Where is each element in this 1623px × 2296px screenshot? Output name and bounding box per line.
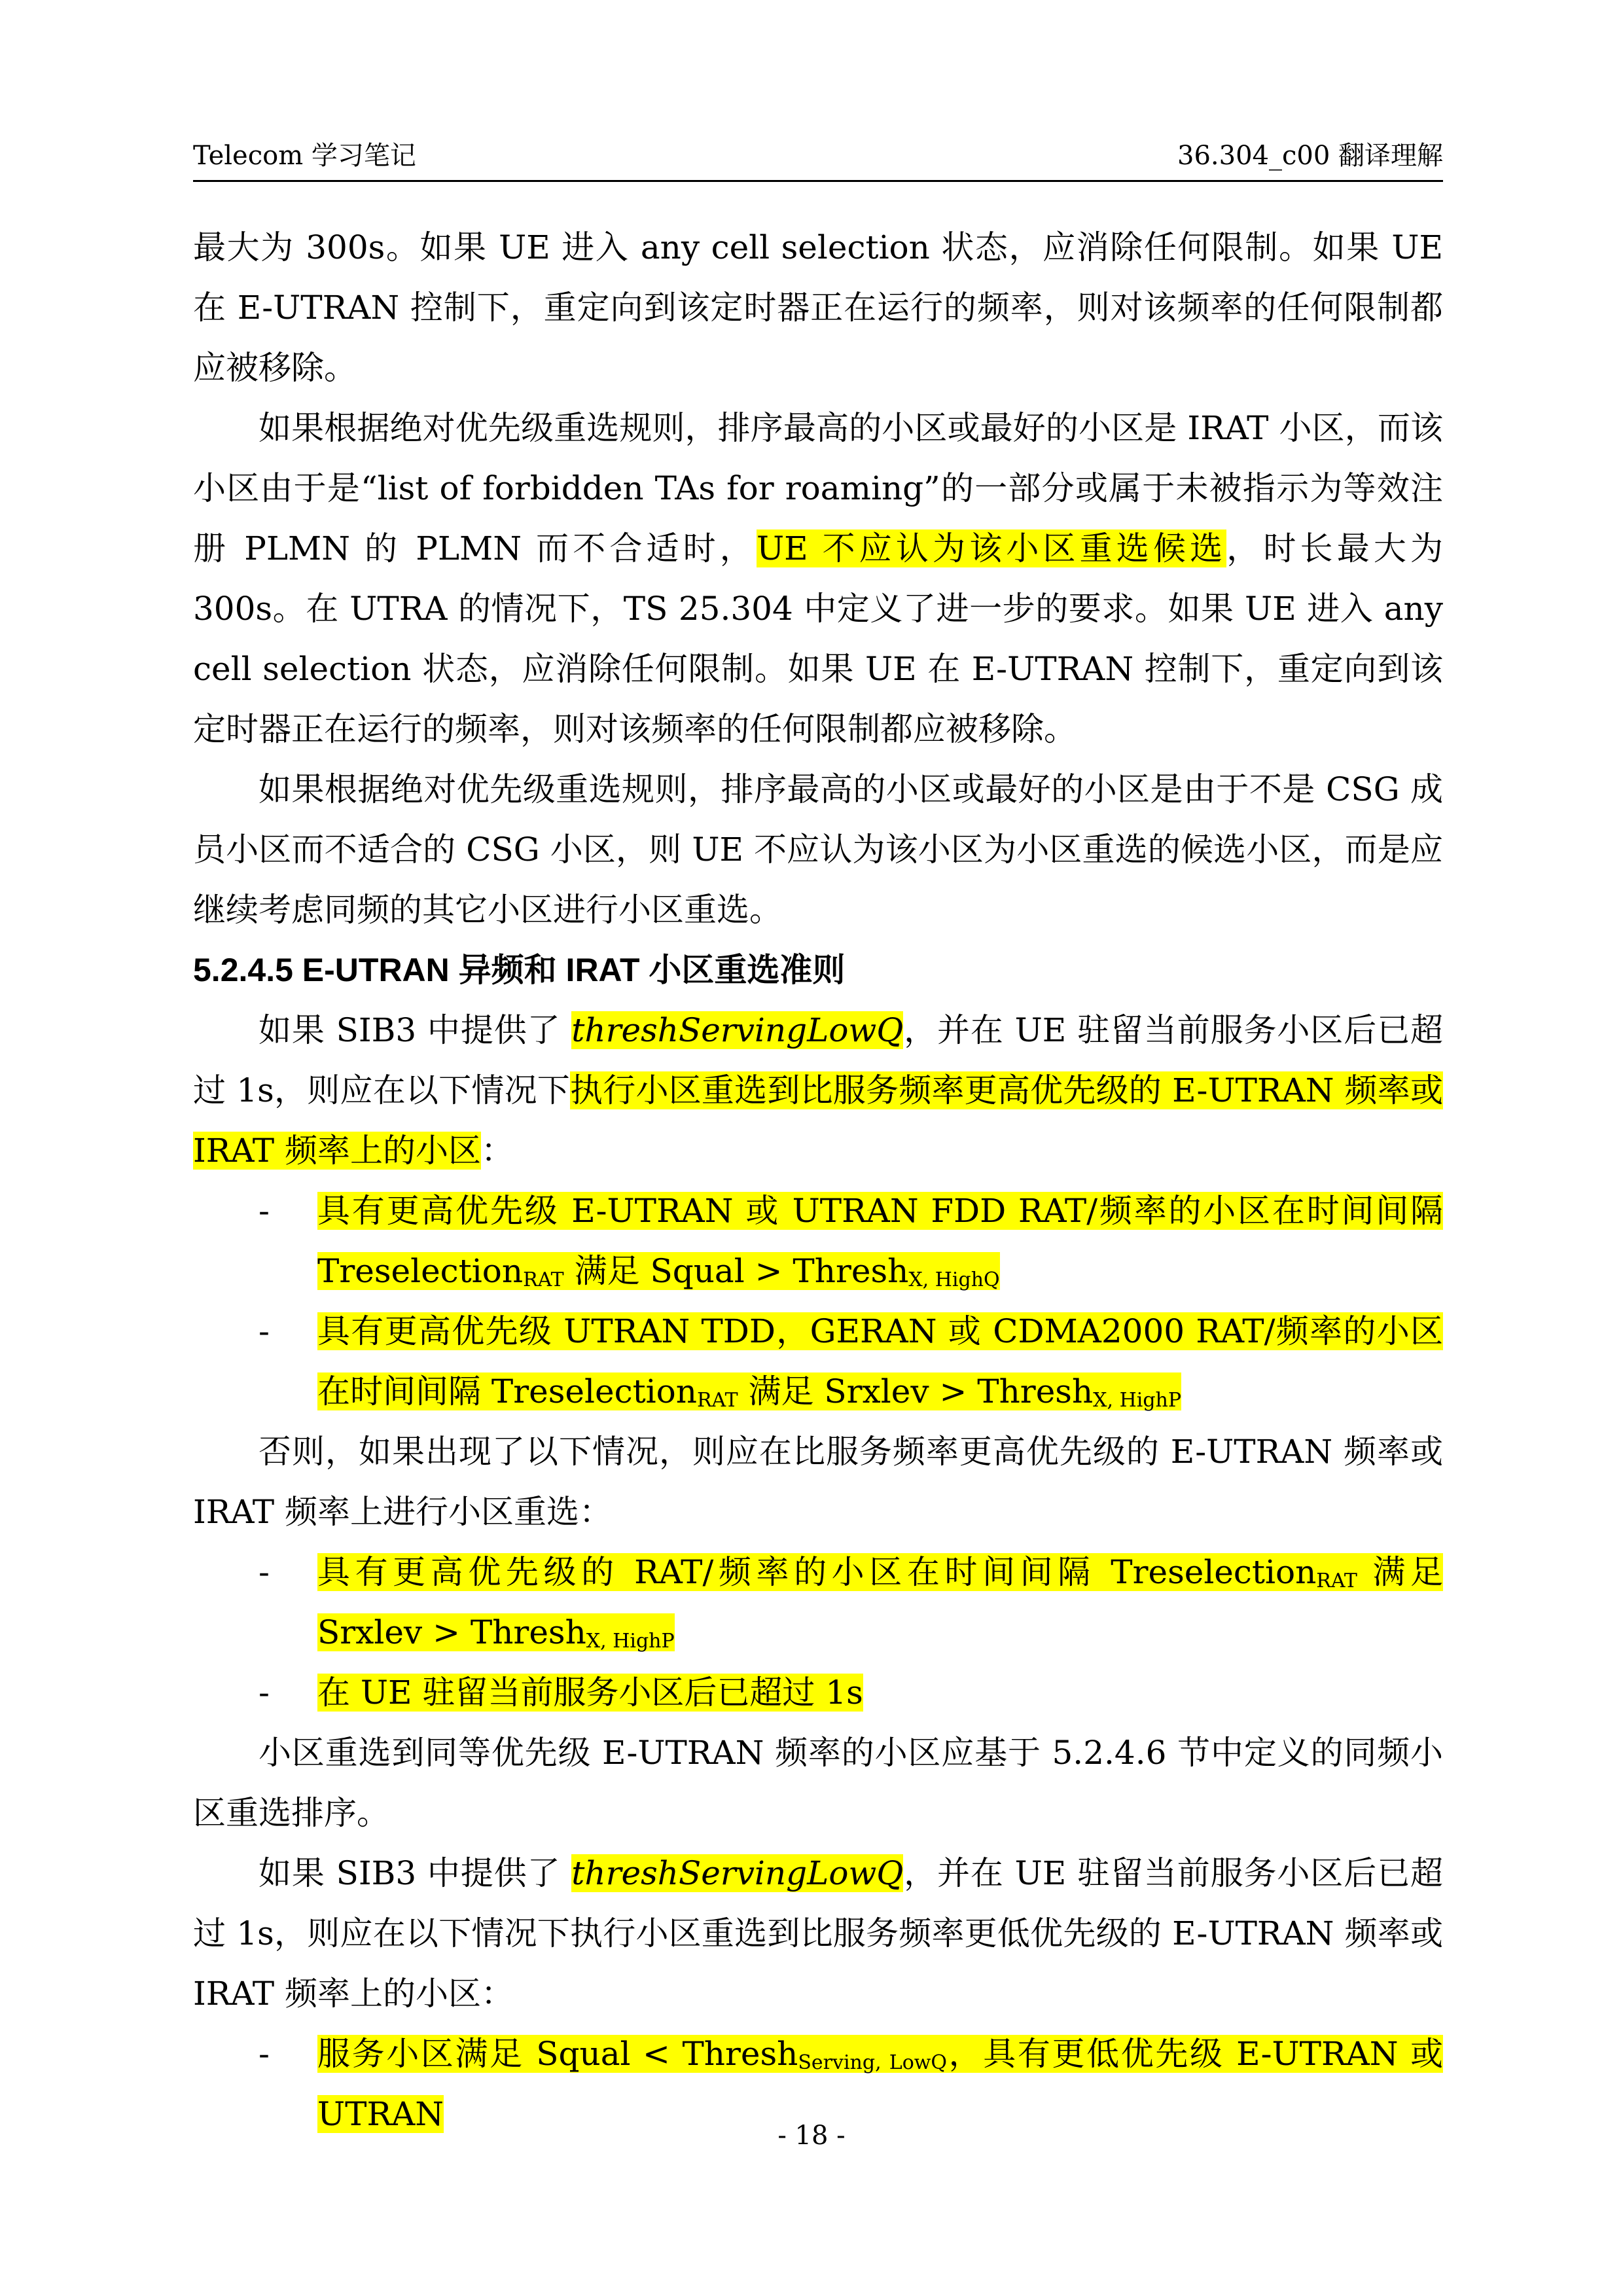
bullet-dash: - [259, 1192, 270, 1230]
page-body [193, 217, 1443, 2144]
paragraph-3: 如果根据绝对优先级重选规则，排序最高的小区或最好的小区是由于不是 CSG 成员小区而不适合的 CSG 小区，则 UE 不应认为该小区为小区重选的候选小区，而是应继续考虑同频的其它小区进行小区重选。 [193, 770, 1443, 929]
list-item: - 具有更高优先级的 RAT/频率的小区在时间间隔 Treselection$_{RAT}$ 满足 Srxlev > Thresh$_{X, HighP}$ [193, 1542, 1443, 1662]
list-item: - 具有更高优先级 E-UTRAN 或 UTRAN FDD RAT/频率的小区在时间间隔 Treselection$_{RAT}$ 满足 Squal > Thresh$_{X, HighQ}$ [193, 1181, 1443, 1301]
bullet-dash: - [259, 2035, 270, 2073]
list-item: - 服务小区满足 Squal < Thresh$_{Serving, LowQ}$，具有更低优先级 E-UTRAN 或 UTRAN [193, 2024, 1443, 2144]
page-header [193, 134, 1443, 182]
header-left-title: Telecom 学习笔记 [193, 141, 416, 171]
paragraph-5: 否则，如果出现了以下情况，则应在比服务频率更高优先级的 E-UTRAN 频率或 IRAT 频率上进行小区重选： [193, 1433, 1443, 1531]
bullet-dash: - [259, 1553, 270, 1591]
paragraph-1: 最大为 300s。如果 UE 进入 any cell selection 状态，应消除任何限制。如果 UE 在 E-UTRAN 控制下，重定向到该定时器正在运行的频率，则对该频率的任何限制都应被移除。 [193, 228, 1443, 387]
page-number: - 18 - [777, 2121, 846, 2151]
list-item: - 具有更高优先级 UTRAN TDD，GERAN 或 CDMA2000 RAT/频率的小区在时间间隔 Treselection$_{RAT}$ 满足 Srxlev > Thresh$_{X, HighP}$ [193, 1301, 1443, 1422]
paragraph-4: 如果 SIB3 中提供了 threshServingLowQ，并在 UE 驻留当前服务小区后已超过 1s，则应在以下情况下执行小区重选到比服务频率更高优先级的 E-UTRAN 频率或 IRAT 频率上的小区： [193, 1011, 1443, 1170]
parameter-name: threshServingLowQ [571, 1011, 904, 1049]
header-right-title: 36.304_c00 翻译理解 [1177, 141, 1443, 171]
paragraph-2: 如果根据绝对优先级重选规则，排序最高的小区或最好的小区是 IRAT 小区，而该小区由于是“list of forbidden TAs for roaming”的一部分或属于未被指示为等效注册 PLMN 的 PLMN 而不合适时，UE 不应认为该小区重选候选，时长最大为 300s。在 UTRA 的情况下，TS 25.304 中定义了进一步的要求。如果 UE 进入 any cell selection 状态，应消除任何限制。如果 UE 在 E-UTRAN 控制下，重定向到该定时器正在运行的频率，则对该频率的任何限制都应被移除。 [193, 409, 1443, 748]
bullet-dash: - [259, 1674, 270, 1712]
paragraph-6: 小区重选到同等优先级 E-UTRAN 频率的小区应基于 5.2.4.6 节中定义的同频小区重选排序。 [193, 1734, 1443, 1832]
parameter-name: threshServingLowQ [571, 1854, 904, 1892]
bullet-dash: - [259, 1312, 270, 1350]
highlight-text: UE 不应认为该小区重选候选 [756, 529, 1227, 567]
list-item: - 在 UE 驻留当前服务小区后已超过 1s [193, 1662, 1443, 1723]
highlight-text: 执行小区重选到比服务频率更高优先级的 E-UTRAN 频率或 IRAT 频率上的小区 [193, 1071, 1443, 1170]
section-heading: 5.2.4.5 E-UTRAN 异频和 IRAT 小区重选准则 [193, 952, 846, 988]
paragraph-7: 如果 SIB3 中提供了 threshServingLowQ，并在 UE 驻留当前服务小区后已超过 1s，则应在以下情况下执行小区重选到比服务频率更低优先级的 E-UTRAN 频率或 IRAT 频率上的小区： [193, 1854, 1443, 2013]
